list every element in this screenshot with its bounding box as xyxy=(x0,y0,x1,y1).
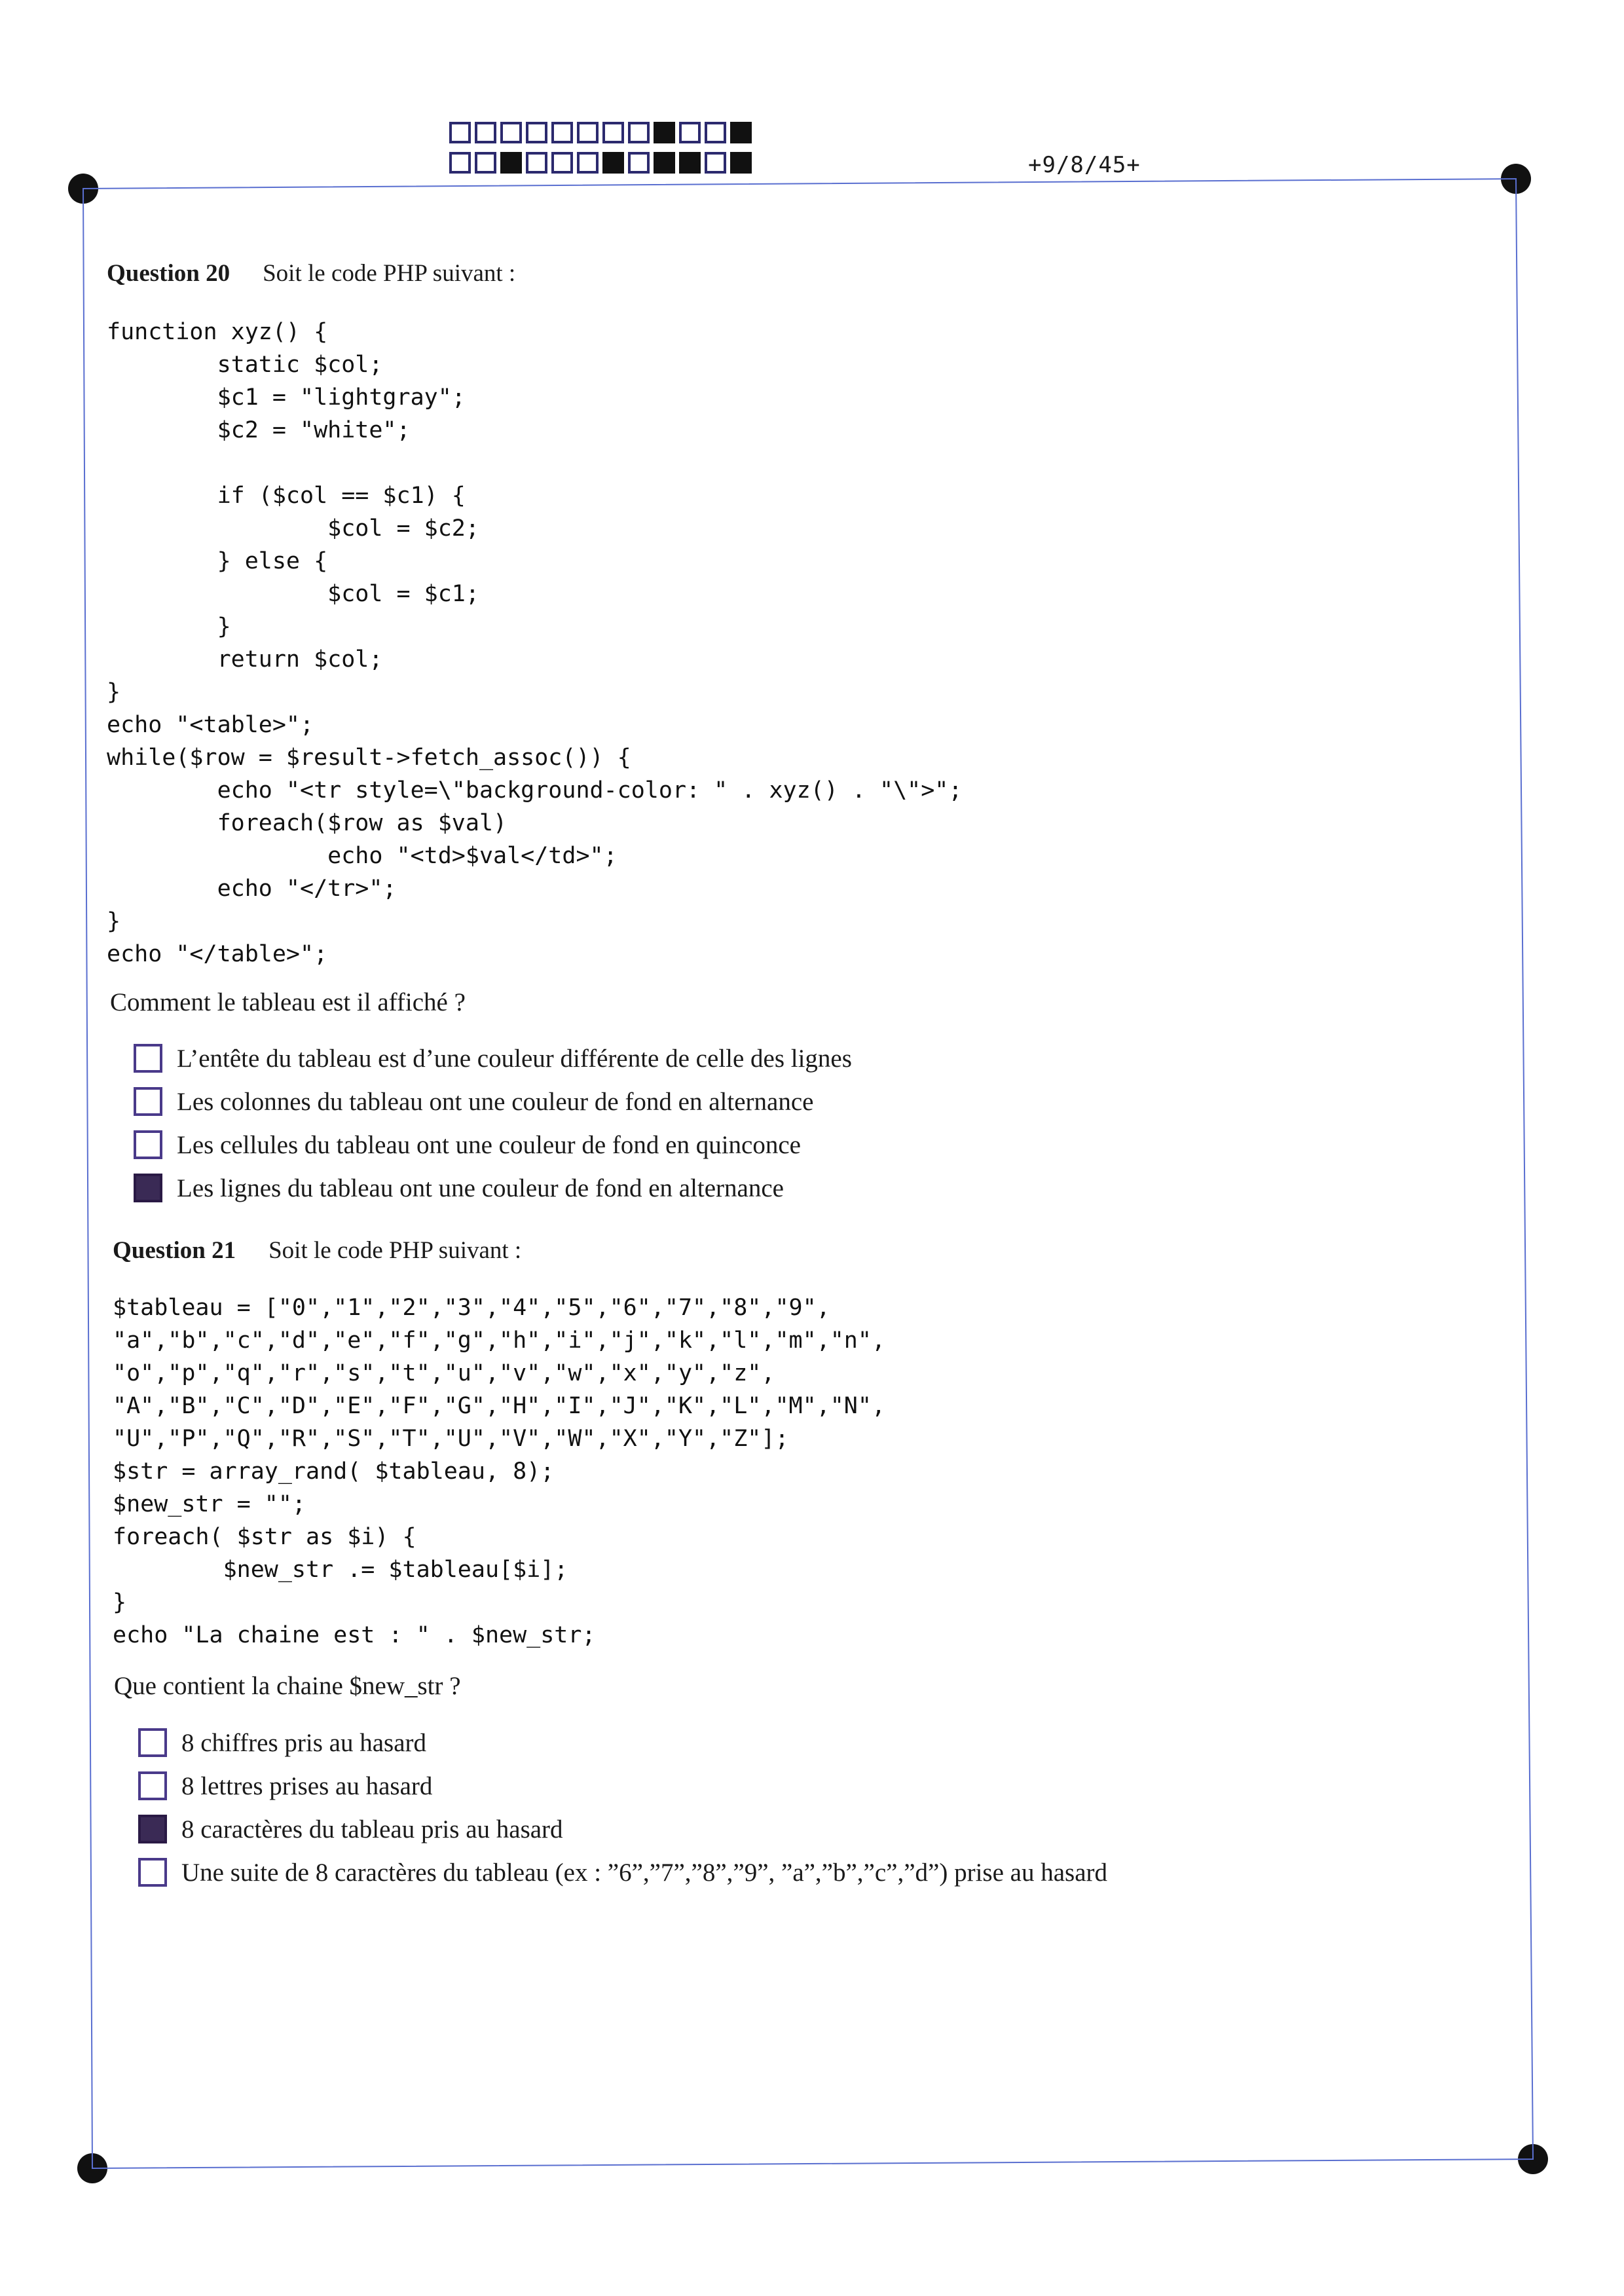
barcode-cell xyxy=(628,152,650,174)
question-intro: Soit le code PHP suivant : xyxy=(268,1237,522,1264)
barcode-cell xyxy=(475,152,496,174)
answer-option[interactable] xyxy=(134,1080,852,1123)
question-21-title xyxy=(113,1236,521,1265)
barcode-cell xyxy=(705,122,726,143)
answer-checkbox[interactable] xyxy=(138,1728,167,1757)
question-21-answers xyxy=(138,1721,1107,1894)
answer-checkbox[interactable] xyxy=(134,1174,162,1202)
answer-label: 8 caractères du tableau pris au hasard xyxy=(181,1815,563,1843)
barcode-cell xyxy=(730,122,752,143)
answer-option[interactable] xyxy=(138,1721,1107,1764)
barcode-cell xyxy=(654,152,675,174)
barcode-cell xyxy=(551,152,573,174)
answer-checkbox[interactable] xyxy=(138,1771,167,1800)
answer-label: L’entête du tableau est d’une couleur différente de celle des lignes xyxy=(177,1044,852,1073)
answer-checkbox[interactable] xyxy=(138,1815,167,1843)
question-20-code: function xyz() { static $col; $c1 = "lightgray"; $c2 = "white"; if ($col == $c1) { $col = $c2; } else { $col = $c1; } return $col; } echo "<table>"; while($row = $result->fetch_assoc()) { echo "<tr style=\"background-color: " . xyz() . "\">"; foreach($row as $val) echo "<td>$val</td>"; echo "</tr>"; } echo "</table>"; xyxy=(107,319,963,967)
answer-option[interactable] xyxy=(134,1166,852,1210)
barcode-cell xyxy=(500,122,522,143)
question-intro: Soit le code PHP suivant : xyxy=(263,260,516,287)
question-20-answers xyxy=(134,1037,852,1210)
barcode-row-1 xyxy=(449,122,752,143)
barcode-cell xyxy=(679,122,701,143)
barcode-row-2 xyxy=(449,152,752,174)
barcode-cell xyxy=(654,122,675,143)
answer-label: Les colonnes du tableau ont une couleur de fond en alternance xyxy=(177,1087,814,1116)
answer-label: Les cellules du tableau ont une couleur de fond en quinconce xyxy=(177,1130,801,1159)
page-id: +9/8/45+ xyxy=(1028,152,1141,178)
barcode-cell xyxy=(475,122,496,143)
barcode-cell xyxy=(526,122,547,143)
answer-label: 8 chiffres pris au hasard xyxy=(181,1728,426,1757)
barcode-cell xyxy=(449,122,471,143)
barcode-cell xyxy=(679,152,701,174)
barcode-cell xyxy=(730,152,752,174)
barcode-cell xyxy=(551,122,573,143)
question-20-title xyxy=(107,259,515,287)
registration-mark-bottom-right xyxy=(1518,2144,1548,2174)
barcode-cell xyxy=(602,122,624,143)
answer-label: 8 lettres prises au hasard xyxy=(181,1771,433,1800)
barcode-cell xyxy=(577,122,599,143)
answer-option[interactable] xyxy=(138,1764,1107,1807)
answer-checkbox[interactable] xyxy=(134,1130,162,1159)
answer-checkbox[interactable] xyxy=(138,1858,167,1887)
barcode-cell xyxy=(449,152,471,174)
answer-checkbox[interactable] xyxy=(134,1087,162,1116)
registration-mark-top-right xyxy=(1501,164,1531,194)
answer-label: Une suite de 8 caractères du tableau (ex : ”6”,”7”,”8”,”9”, ”a”,”b”,”c”,”d”) prise au hasard xyxy=(181,1858,1107,1887)
question-number: Question 20 xyxy=(107,260,231,287)
barcode-cell xyxy=(602,152,624,174)
registration-mark-bottom-left xyxy=(77,2153,107,2183)
barcode-cell xyxy=(628,122,650,143)
question-number: Question 21 xyxy=(113,1237,236,1264)
answer-option[interactable] xyxy=(134,1123,852,1166)
question-21-code: $tableau = ["0","1","2","3","4","5","6","7","8","9", "a","b","c","d","e","f","g","h","i","j","k","l","m","n", "o","p","q","r","s","t","u","v","w","x","y","z", "A","B","C","D","E","F","G","H","I","J","K","L","M","N", "U","P","Q","R","S","T","U","V","W","X","Y","Z"]; $str = array_rand( $tableau, 8); $new_str = ""; foreach( $str as $i) { $new_str .= $tableau[$i]; } echo "La chaine est : " . $new_str; xyxy=(113,1295,886,1648)
barcode-cell xyxy=(526,152,547,174)
registration-mark-top-left xyxy=(68,174,98,204)
question-20-prompt: Comment le tableau est il affiché ? xyxy=(110,988,466,1016)
answer-label: Les lignes du tableau ont une couleur de fond en alternance xyxy=(177,1174,784,1202)
answer-checkbox[interactable] xyxy=(134,1044,162,1073)
barcode-cell xyxy=(705,152,726,174)
answer-option[interactable] xyxy=(138,1851,1107,1894)
question-21-prompt: Que contient la chaine $new_str ? xyxy=(114,1672,461,1700)
barcode-cell xyxy=(500,152,522,174)
barcode-cell xyxy=(577,152,599,174)
answer-option[interactable] xyxy=(134,1037,852,1080)
answer-option[interactable] xyxy=(138,1807,1107,1851)
